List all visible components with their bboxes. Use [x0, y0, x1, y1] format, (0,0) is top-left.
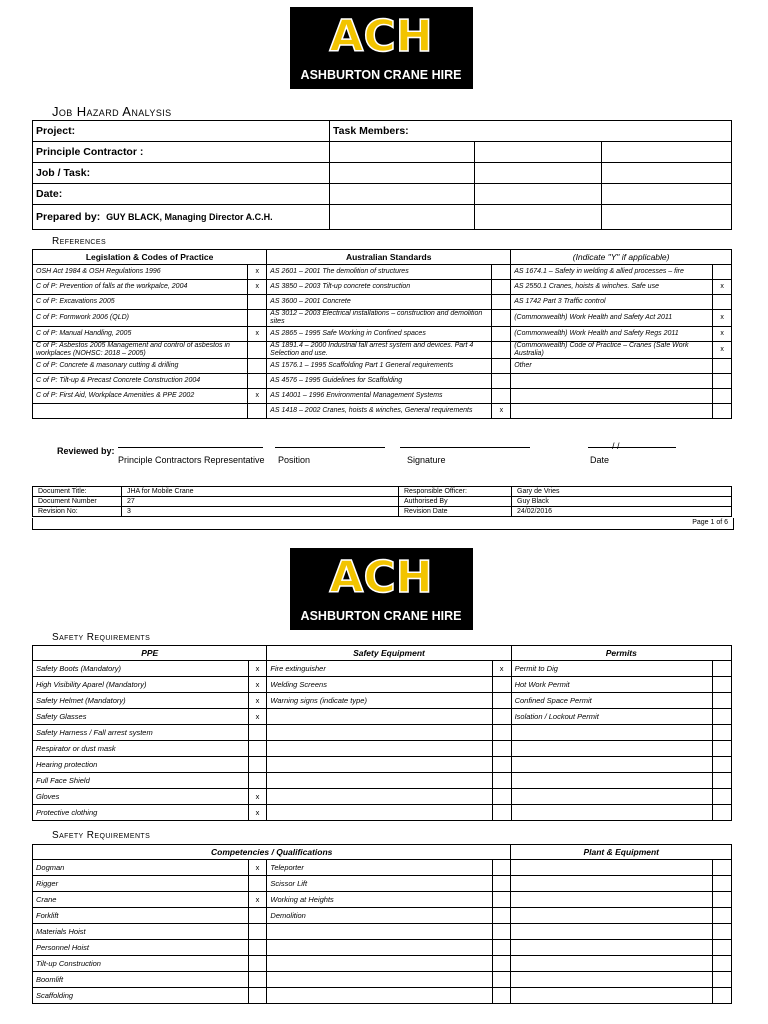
task-member-cell[interactable] — [475, 205, 602, 230]
item-cell — [267, 741, 492, 757]
check-cell[interactable]: x — [248, 892, 267, 908]
item-cell: AS 2550.1 Cranes, hoists & winches. Safe use — [511, 280, 713, 295]
item-cell: AS 3850 – 2003 Tilt-up concrete construction — [267, 280, 492, 295]
check-cell[interactable] — [248, 359, 267, 374]
item-cell — [267, 709, 492, 725]
check-cell[interactable] — [248, 404, 267, 419]
company-logo-page2 — [290, 548, 473, 630]
item-cell: AS 1742 Part 3 Traffic control — [511, 295, 713, 310]
doc-info-row — [33, 497, 732, 507]
item-cell: Respirator or dust mask — [33, 741, 249, 757]
check-cell[interactable]: x — [248, 860, 267, 876]
header-permits: Permits — [511, 646, 731, 661]
safety-row — [33, 661, 732, 677]
item-cell: C of P: Tilt-up & Precast Concrete Construction 2004 — [33, 374, 248, 389]
item-cell — [511, 725, 713, 741]
safety-table-2 — [32, 844, 732, 1004]
item-cell: AS 1674.1 – Safety in welding & allied processes – fire — [511, 265, 713, 280]
doc-info-label: Authorised By — [399, 497, 512, 507]
check-cell[interactable] — [713, 757, 732, 773]
check-cell[interactable] — [492, 327, 511, 342]
check-cell[interactable] — [492, 924, 511, 940]
check-cell[interactable] — [713, 773, 732, 789]
check-cell[interactable] — [492, 265, 511, 280]
date-label: Date: — [33, 184, 330, 205]
check-cell[interactable] — [713, 693, 732, 709]
refs-header-indicate: (Indicate "Y" if applicable) — [511, 250, 732, 265]
prepared-by-label: Prepared by: — [36, 211, 101, 223]
item-cell — [511, 860, 713, 876]
check-cell[interactable] — [492, 280, 511, 295]
check-cell[interactable] — [713, 892, 732, 908]
reference-row — [33, 359, 732, 374]
logo-company: ASHBURTON CRANE HIRE — [300, 68, 462, 82]
doc-info-value: 24/02/2016 — [512, 507, 732, 517]
check-cell[interactable] — [492, 757, 511, 773]
item-cell: OSH Act 1984 & OSH Regulations 1996 — [33, 265, 248, 280]
check-cell[interactable]: x — [248, 677, 267, 693]
item-cell: AS 2601 – 2001 The demolition of structures — [267, 265, 492, 280]
item-cell: C of P: First Aid, Workplace Amenities & PPE 2002 — [33, 389, 248, 404]
item-cell: C of P: Concrete & masonary cutting & drilling — [33, 359, 248, 374]
doc-info-row — [33, 487, 732, 497]
check-cell[interactable] — [492, 677, 511, 693]
check-cell[interactable] — [713, 972, 732, 988]
check-cell[interactable]: x — [248, 389, 267, 404]
item-cell: (Commonwealth) Code of Practice – Cranes (Safe Work Australia) — [511, 342, 713, 359]
competency-row — [33, 892, 732, 908]
doc-info-value: Guy Black — [512, 497, 732, 507]
check-cell[interactable] — [248, 757, 267, 773]
check-cell[interactable] — [492, 972, 511, 988]
item-cell: AS 1576.1 – 1995 Scaffolding Part 1 General requirements — [267, 359, 492, 374]
item-cell: Hot Work Permit — [511, 677, 713, 693]
check-cell[interactable]: x — [492, 661, 511, 677]
competency-row — [33, 876, 732, 892]
check-cell[interactable]: x — [248, 805, 267, 821]
item-cell — [511, 773, 713, 789]
item-cell: C of P: Prevention of falls at the workpalce, 2004 — [33, 280, 248, 295]
check-cell[interactable] — [492, 940, 511, 956]
check-cell[interactable]: x — [248, 709, 267, 725]
check-cell[interactable] — [492, 310, 511, 327]
item-cell — [511, 940, 713, 956]
project-table — [32, 120, 732, 230]
check-cell[interactable] — [713, 677, 732, 693]
check-cell[interactable] — [713, 860, 732, 876]
check-cell[interactable]: x — [713, 280, 732, 295]
check-cell[interactable]: x — [248, 265, 267, 280]
check-cell[interactable] — [492, 693, 511, 709]
item-cell — [511, 876, 713, 892]
item-cell: Scaffolding — [33, 988, 249, 1004]
doc-info-label: Document Number — [33, 497, 122, 507]
check-cell[interactable]: x — [492, 404, 511, 419]
doc-info-value: 3 — [122, 507, 399, 517]
item-cell: Protective clothing — [33, 805, 249, 821]
item-cell — [511, 924, 713, 940]
check-cell[interactable] — [713, 924, 732, 940]
competency-row — [33, 988, 732, 1004]
item-cell: Gloves — [33, 789, 249, 805]
task-member-cell[interactable] — [475, 163, 602, 184]
check-cell[interactable] — [492, 359, 511, 374]
item-cell: C of P: Asbestos 2005 Management and control of asbestos in workplaces (NOHSC: 2018 – 2005) — [33, 342, 248, 359]
header-ppe: PPE — [33, 646, 267, 661]
company-logo — [290, 7, 473, 89]
item-cell: AS 1891.4 – 2000 Industrial fall arrest system and devices. Part 4 Selection and use. — [267, 342, 492, 359]
check-cell[interactable] — [492, 773, 511, 789]
item-cell: Safety Boots (Mandatory) — [33, 661, 249, 677]
check-cell[interactable] — [492, 374, 511, 389]
item-cell — [511, 789, 713, 805]
job-task-label: Job / Task: — [33, 163, 330, 184]
item-cell — [267, 789, 492, 805]
check-cell[interactable] — [713, 295, 732, 310]
item-cell: AS 2865 – 1995 Safe Working in Confined spaces — [267, 327, 492, 342]
check-cell[interactable]: x — [713, 310, 732, 327]
item-cell: Materials Hoist — [33, 924, 249, 940]
reference-row — [33, 374, 732, 389]
item-cell — [511, 404, 713, 419]
item-cell: (Commonwealth) Work Health and Safety Regs 2011 — [511, 327, 713, 342]
item-cell: Welding Screens — [267, 677, 492, 693]
page-number: Page 1 of 6 — [692, 519, 728, 526]
reference-row — [33, 389, 732, 404]
check-cell[interactable] — [713, 359, 732, 374]
check-cell[interactable] — [492, 342, 511, 359]
safety-row — [33, 677, 732, 693]
refs-header-legislation: Legislation & Codes of Practice — [33, 250, 267, 265]
references-table — [32, 249, 732, 419]
prepared-by — [33, 205, 330, 230]
document-info-table — [32, 486, 732, 517]
check-cell[interactable]: x — [248, 789, 267, 805]
safety-row — [33, 789, 732, 805]
item-cell — [511, 805, 713, 821]
item-cell — [511, 972, 713, 988]
item-cell: Working at Heights — [267, 892, 492, 908]
item-cell: Safety Harness / Fall arrest system — [33, 725, 249, 741]
item-cell: Scissor Lift — [267, 876, 492, 892]
item-cell: Permit to Dig — [511, 661, 713, 677]
check-cell[interactable] — [248, 374, 267, 389]
check-cell[interactable] — [248, 725, 267, 741]
check-cell[interactable] — [492, 725, 511, 741]
header-safety-equipment: Safety Equipment — [267, 646, 511, 661]
item-cell — [267, 924, 492, 940]
check-cell[interactable] — [492, 805, 511, 821]
check-cell[interactable] — [713, 265, 732, 280]
doc-info-label: Revision Date — [399, 507, 512, 517]
reviewed-by-label: Reviewed by: — [57, 446, 115, 456]
check-cell[interactable] — [492, 709, 511, 725]
reviewed-signature-line[interactable] — [400, 446, 530, 448]
item-cell: Personnel Hoist — [33, 940, 249, 956]
item-cell: Crane — [33, 892, 249, 908]
check-cell[interactable] — [713, 876, 732, 892]
safety-table-1 — [32, 645, 732, 821]
item-cell: Confined Space Permit — [511, 693, 713, 709]
task-member-cell[interactable] — [330, 163, 475, 184]
item-cell: Safety Helmet (Mandatory) — [33, 693, 249, 709]
item-cell: C of P: Manual Handling, 2005 — [33, 327, 248, 342]
reference-row — [33, 310, 732, 327]
doc-info-label: Revision No: — [33, 507, 122, 517]
header-competencies: Competencies / Qualifications — [33, 845, 511, 860]
check-cell[interactable] — [248, 773, 267, 789]
date-label-review: Date — [590, 455, 610, 465]
doc-info-label: Document Title: — [33, 487, 122, 497]
safety-row — [33, 773, 732, 789]
item-cell: Dogman — [33, 860, 249, 876]
check-cell[interactable] — [248, 295, 267, 310]
check-cell[interactable] — [713, 789, 732, 805]
item-cell: C of P: Formwork 2006 (QLD) — [33, 310, 248, 327]
check-cell[interactable] — [713, 389, 732, 404]
check-cell[interactable] — [492, 988, 511, 1004]
item-cell — [267, 757, 492, 773]
check-cell[interactable] — [248, 342, 267, 359]
prepared-by-value: GUY BLACK, Managing Director A.C.H. — [106, 212, 273, 222]
task-member-cell[interactable] — [475, 142, 602, 163]
check-cell[interactable]: x — [248, 280, 267, 295]
item-cell — [511, 374, 713, 389]
item-cell — [511, 892, 713, 908]
position-label: Position — [278, 455, 311, 465]
item-cell — [267, 773, 492, 789]
principle-contractor-label: Principle Contractor : — [33, 142, 330, 163]
item-cell — [33, 404, 248, 419]
check-cell[interactable] — [713, 661, 732, 677]
item-cell: AS 1418 – 2002 Cranes, hoists & winches, General requirements — [267, 404, 492, 419]
item-cell: Rigger — [33, 876, 249, 892]
doc-info-label: Responsible Officer: — [399, 487, 512, 497]
check-cell[interactable] — [713, 404, 732, 419]
item-cell: Demolition — [267, 908, 492, 924]
reference-row — [33, 404, 732, 419]
check-cell[interactable] — [492, 908, 511, 924]
representative-label: Principle Contractors Representative — [118, 455, 265, 465]
item-cell — [267, 940, 492, 956]
item-cell: (Commonwealth) Work Health and Safety Act 2011 — [511, 310, 713, 327]
check-cell[interactable] — [248, 310, 267, 327]
signature-label: Signature — [407, 455, 446, 465]
item-cell — [267, 805, 492, 821]
doc-info-value: 27 — [122, 497, 399, 507]
safety-row — [33, 709, 732, 725]
check-cell[interactable] — [713, 805, 732, 821]
task-member-cell[interactable] — [475, 184, 602, 205]
competency-row — [33, 908, 732, 924]
check-cell[interactable] — [492, 389, 511, 404]
reviewed-name-line[interactable] — [118, 446, 263, 448]
reference-row — [33, 265, 732, 280]
date-slashes: / / — [612, 441, 620, 451]
item-cell: AS 3600 – 2001 Concrete — [267, 295, 492, 310]
item-cell — [511, 389, 713, 404]
logo-company: ASHBURTON CRANE HIRE — [300, 609, 462, 623]
competency-row — [33, 956, 732, 972]
check-cell[interactable] — [492, 860, 511, 876]
item-cell: Safety Glasses — [33, 709, 249, 725]
doc-info-value: Gary de Vries — [512, 487, 732, 497]
check-cell[interactable] — [713, 940, 732, 956]
check-cell[interactable] — [248, 972, 267, 988]
page-title: Job Hazard Analysis — [52, 104, 172, 119]
safety-title-2: Safety Requirements — [52, 830, 151, 841]
safety-row — [33, 693, 732, 709]
item-cell — [511, 956, 713, 972]
check-cell[interactable] — [492, 789, 511, 805]
logo-mark: ACH — [329, 552, 433, 603]
header-plant-equipment: Plant & Equipment — [511, 845, 732, 860]
check-cell[interactable] — [713, 374, 732, 389]
item-cell: AS 14001 – 1996 Environmental Management Systems — [267, 389, 492, 404]
safety-title-1: Safety Requirements — [52, 632, 151, 643]
page-footer-box — [32, 518, 734, 530]
item-cell — [267, 988, 492, 1004]
check-cell[interactable] — [492, 892, 511, 908]
check-cell[interactable] — [248, 908, 267, 924]
item-cell: Tilt-up Construction — [33, 956, 249, 972]
project-label: Project: — [33, 121, 330, 142]
check-cell[interactable] — [492, 295, 511, 310]
competency-row — [33, 940, 732, 956]
item-cell — [511, 757, 713, 773]
reference-row — [33, 280, 732, 295]
check-cell[interactable] — [713, 741, 732, 757]
task-member-cell[interactable] — [602, 205, 732, 230]
check-cell[interactable] — [492, 876, 511, 892]
item-cell — [511, 741, 713, 757]
reviewed-date-line[interactable] — [588, 446, 676, 448]
task-member-cell[interactable] — [602, 163, 732, 184]
item-cell: Boomlift — [33, 972, 249, 988]
safety-row — [33, 805, 732, 821]
competency-row — [33, 860, 732, 876]
doc-info-row — [33, 507, 732, 517]
item-cell: Forklift — [33, 908, 249, 924]
logo-mark: ACH — [329, 11, 433, 62]
reference-row — [33, 295, 732, 310]
item-cell: Isolation / Lockout Permit — [511, 709, 713, 725]
check-cell[interactable]: x — [248, 693, 267, 709]
task-member-cell[interactable] — [330, 184, 475, 205]
check-cell[interactable] — [492, 956, 511, 972]
item-cell: Warning signs (indicate type) — [267, 693, 492, 709]
references-title: References — [52, 236, 107, 247]
competency-row — [33, 924, 732, 940]
item-cell: AS 4576 – 1995 Guidelines for Scaffolding — [267, 374, 492, 389]
task-member-cell[interactable] — [330, 142, 475, 163]
item-cell — [267, 725, 492, 741]
reference-row — [33, 342, 732, 359]
check-cell[interactable]: x — [248, 327, 267, 342]
check-cell[interactable] — [248, 924, 267, 940]
check-cell[interactable]: x — [248, 661, 267, 677]
item-cell — [267, 956, 492, 972]
item-cell: Full Face Shield — [33, 773, 249, 789]
check-cell[interactable] — [248, 956, 267, 972]
reference-row — [33, 327, 732, 342]
item-cell — [511, 988, 713, 1004]
refs-header-standards: Australian Standards — [267, 250, 511, 265]
item-cell: High Visibility Aparel (Mandatory) — [33, 677, 249, 693]
safety-row — [33, 757, 732, 773]
safety-row — [33, 741, 732, 757]
check-cell[interactable] — [248, 741, 267, 757]
item-cell — [511, 908, 713, 924]
task-members-label: Task Members: — [330, 121, 732, 142]
item-cell: Teleporter — [267, 860, 492, 876]
check-cell[interactable] — [713, 709, 732, 725]
check-cell[interactable] — [713, 725, 732, 741]
task-member-cell[interactable] — [602, 184, 732, 205]
check-cell[interactable]: x — [713, 342, 732, 359]
check-cell[interactable] — [492, 741, 511, 757]
item-cell: C of P: Excavations 2005 — [33, 295, 248, 310]
reviewed-position-line[interactable] — [275, 446, 385, 448]
item-cell — [267, 972, 492, 988]
competency-row — [33, 972, 732, 988]
item-cell: AS 3012 – 2003 Electrical installations – construction and demolition sites — [267, 310, 492, 327]
item-cell: Hearing protection — [33, 757, 249, 773]
item-cell: Other — [511, 359, 713, 374]
check-cell[interactable] — [713, 908, 732, 924]
doc-info-value: JHA for Mobile Crane — [122, 487, 399, 497]
safety-row — [33, 725, 732, 741]
check-cell[interactable] — [713, 988, 732, 1004]
task-member-cell[interactable] — [330, 205, 475, 230]
task-member-cell[interactable] — [602, 142, 732, 163]
check-cell[interactable] — [248, 876, 267, 892]
item-cell: Fire extinguisher — [267, 661, 492, 677]
check-cell[interactable] — [248, 988, 267, 1004]
check-cell[interactable]: x — [713, 327, 732, 342]
check-cell[interactable] — [713, 956, 732, 972]
check-cell[interactable] — [248, 940, 267, 956]
